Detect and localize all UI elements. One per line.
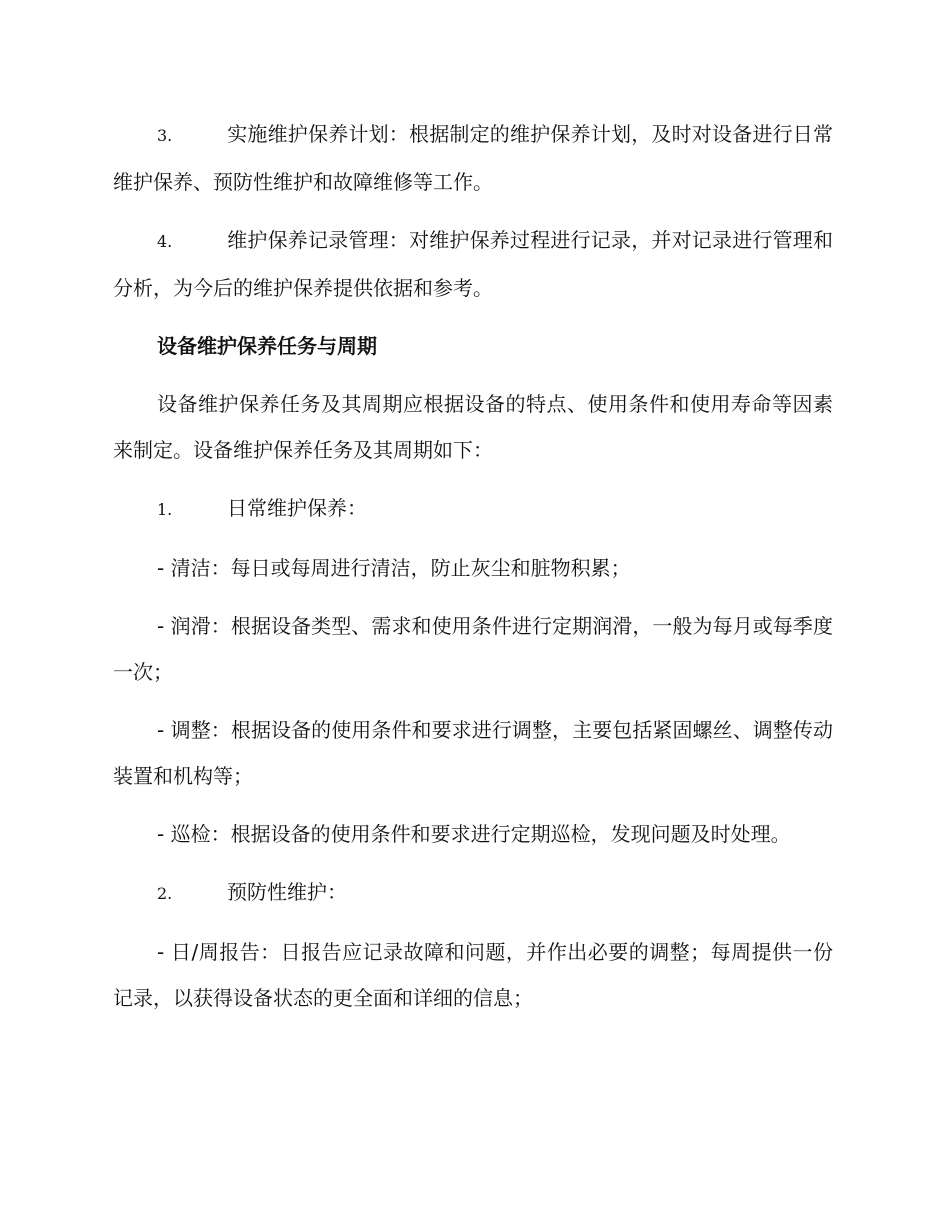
document-page <box>113 111 833 1033</box>
numbered-paragraph-3 <box>113 111 833 205</box>
bullet-inspection: - 巡检：根据设备的使用条件和要求进行定期巡检，发现问题及时处理。 <box>157 822 791 846</box>
list-number: 2. <box>157 884 173 903</box>
bullet-cleaning: - 清洁：每日或每周进行清洁，防止灰尘和脏物积累； <box>157 556 631 580</box>
body-paragraph: 设备维护保养任务及其周期应根据设备的特点、使用条件和使用寿命等因素来制定。设备维护保养任务及其周期如下： <box>113 392 833 462</box>
list-number: 1. <box>157 500 173 519</box>
bullet-adjustment: - 调整：根据设备的使用条件和要求进行调整，主要包括紧固螺丝、调整传动装置和机构等； <box>113 718 833 788</box>
paragraph-text: 实施维护保养计划：根据制定的维护保养计划，及时对设备进行日常维护保养、预防性维护和故障维修等工作。 <box>113 122 833 194</box>
paragraph-text: 日常维护保养： <box>227 496 367 520</box>
list-number: 3. <box>157 126 173 145</box>
bullet-daily-weekly-report: - 日/周报告：日报告应记录故障和问题，并作出必要的调整；每周提供一份记录，以获得设备状态的更全面和详细的信息； <box>113 940 833 1010</box>
numbered-paragraph-1 <box>113 485 833 533</box>
numbered-paragraph-2 <box>113 869 833 917</box>
section-heading: 设备维护保养任务与周期 <box>157 334 377 358</box>
list-number: 4. <box>157 232 173 251</box>
paragraph-text: 预防性维护： <box>227 880 347 904</box>
bullet-lubrication: - 润滑：根据设备类型、需求和使用条件进行定期润滑，一般为每月或每季度一次； <box>113 614 833 684</box>
numbered-paragraph-4 <box>113 217 833 311</box>
paragraph-text: 维护保养记录管理：对维护保养过程进行记录，并对记录进行管理和分析，为今后的维护保养提供依据和参考。 <box>113 228 833 300</box>
